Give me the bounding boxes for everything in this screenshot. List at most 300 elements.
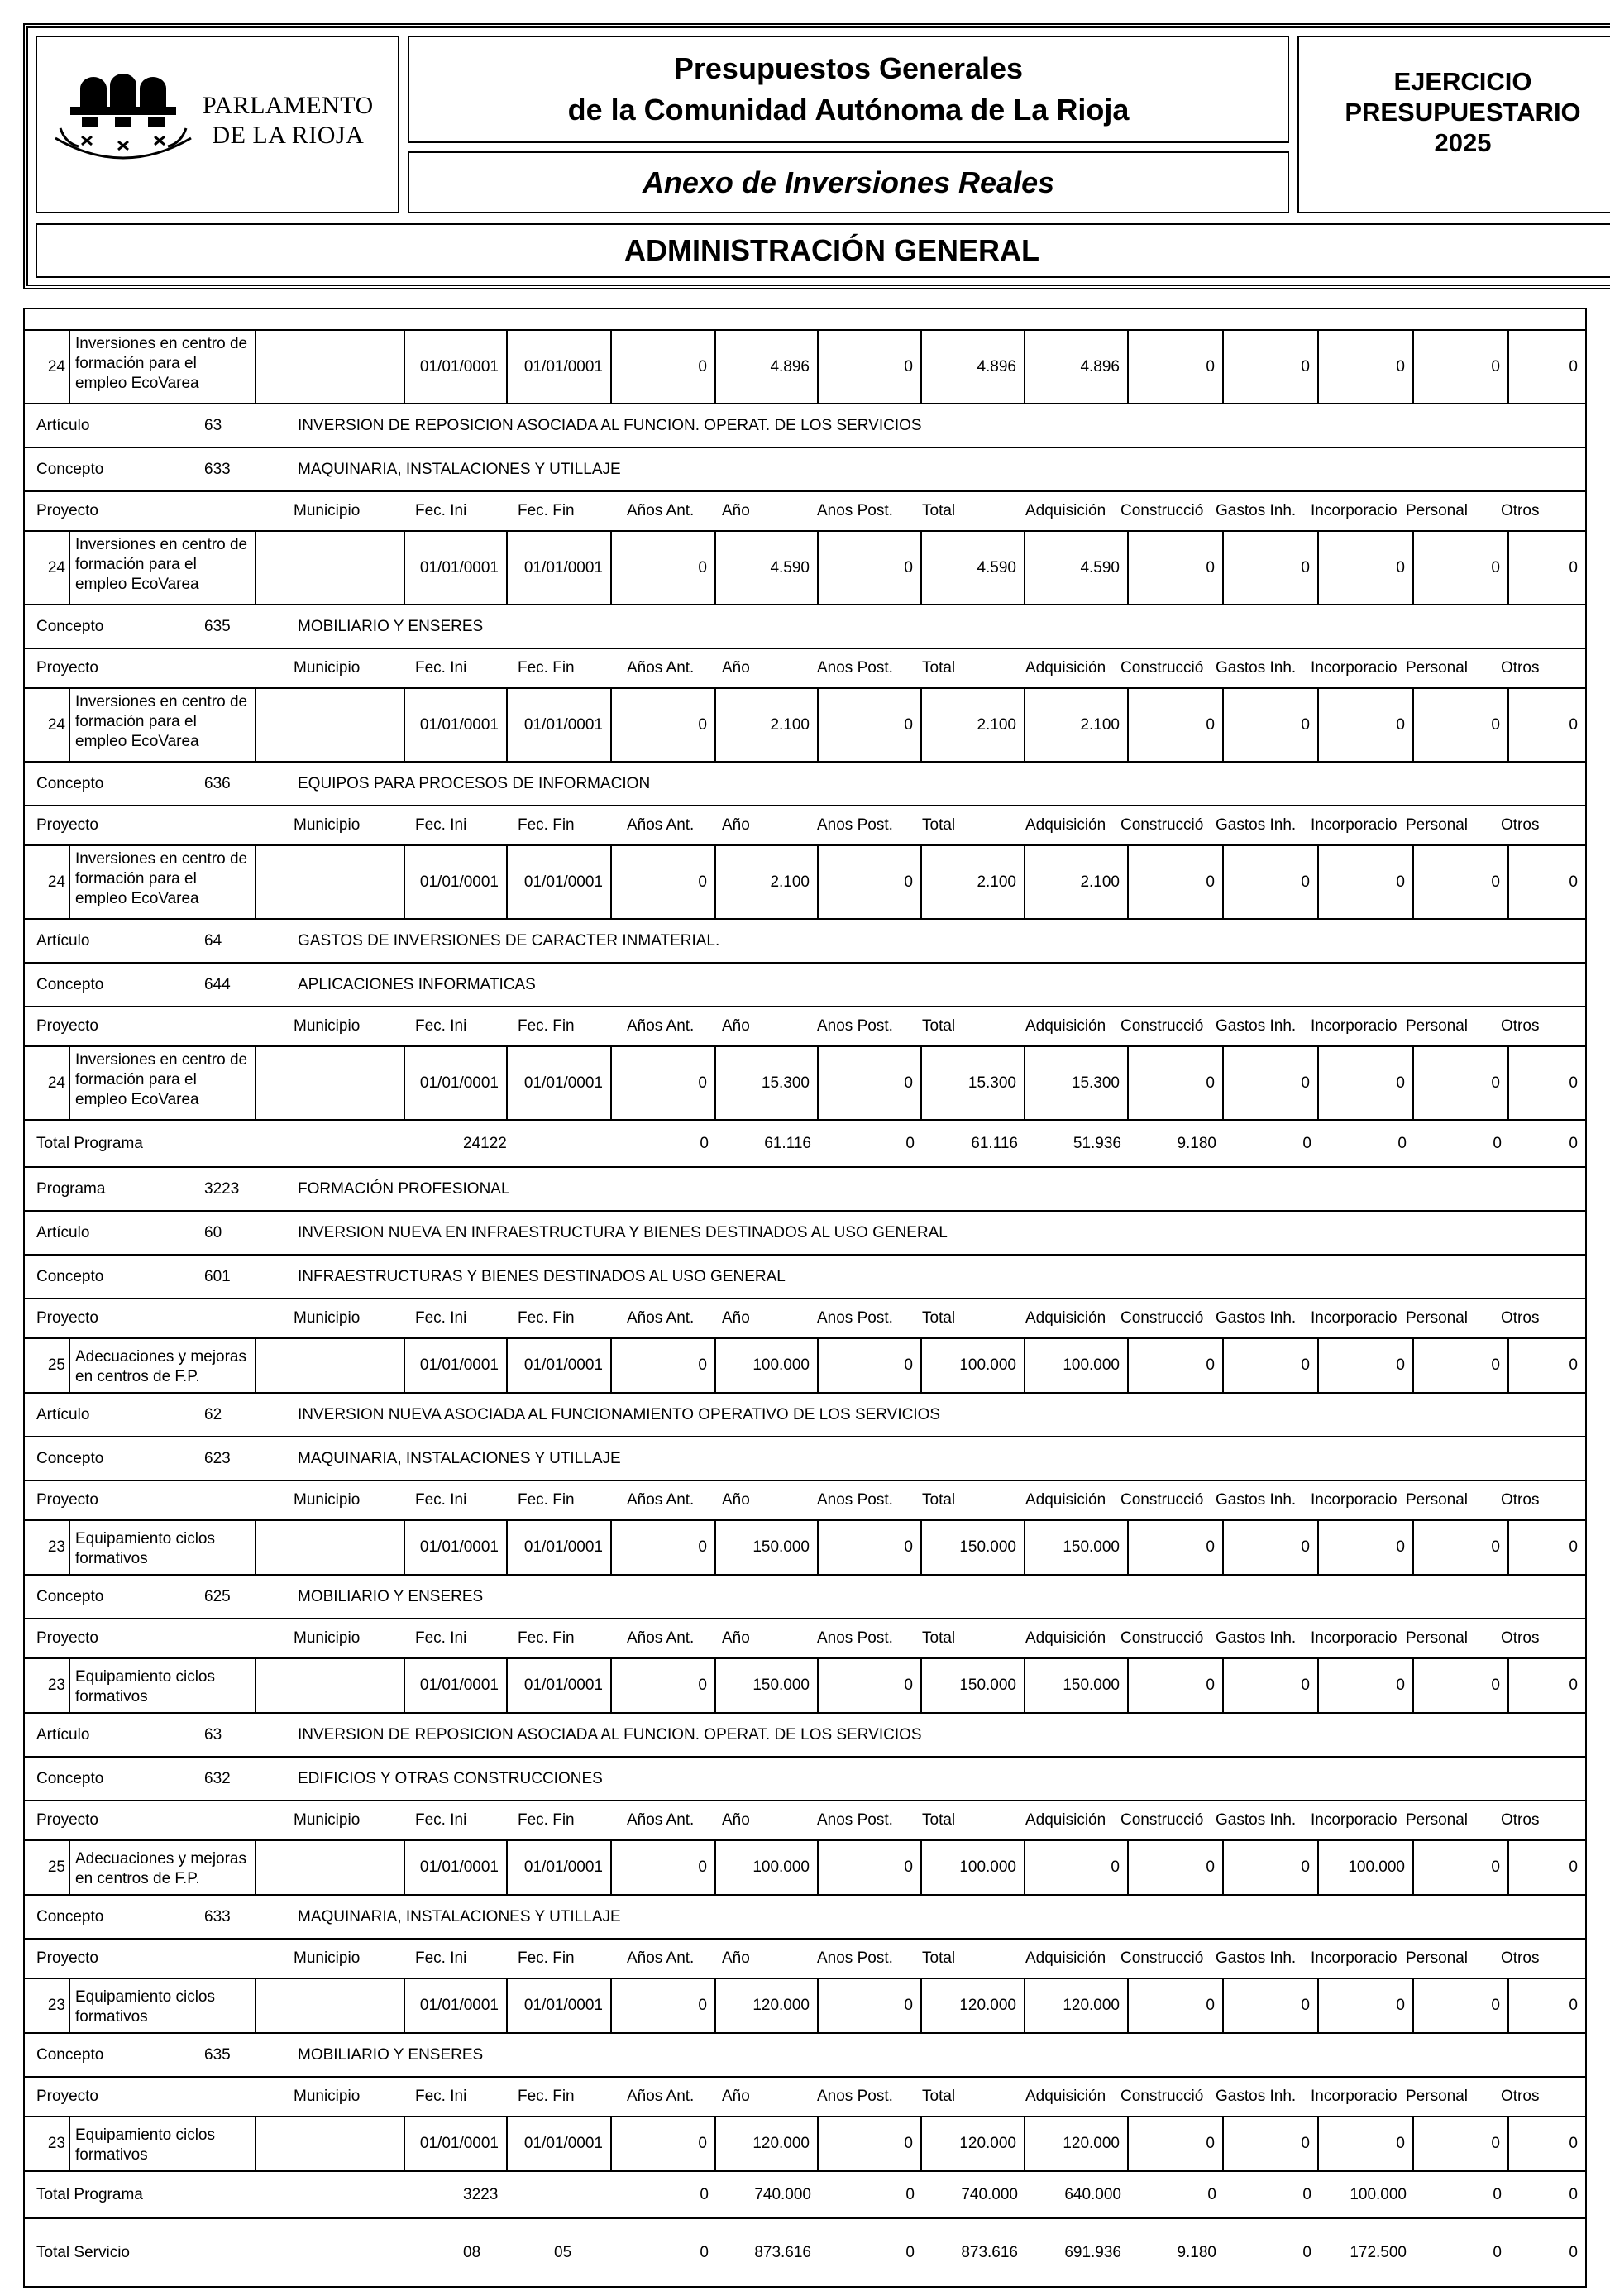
total-gas: 0 — [1302, 2243, 1311, 2261]
table-row — [25, 1339, 1585, 1394]
cell-otr: 0 — [1569, 1538, 1578, 1556]
cell-inc: 0 — [1319, 1979, 1414, 2032]
total-ant: 0 — [700, 2243, 709, 2261]
column-header-gastos: Gastos Inh. — [1216, 659, 1297, 677]
cell-ant: 0 — [612, 1841, 716, 1894]
cell-num: 23 — [25, 2117, 70, 2170]
total-ant: 0 — [700, 2185, 709, 2203]
title-line1: Presupuestos Generales — [673, 51, 1024, 85]
column-header-proyecto: Proyecto — [36, 1949, 98, 1967]
cell-inc: 0 — [1319, 1339, 1414, 1392]
column-header-otros: Otros — [1501, 816, 1540, 834]
column-header-anos-post: Anos Post. — [817, 1309, 893, 1327]
column-header-construccion: Construcció — [1120, 1811, 1204, 1829]
cell-inc: 0 — [1319, 689, 1414, 761]
cell-cons: 0 — [1129, 846, 1224, 918]
cell-muni — [256, 1047, 405, 1119]
cell-per: 0 — [1414, 1979, 1509, 2032]
column-header-gastos: Gastos Inh. — [1216, 1949, 1297, 1967]
cell-total: 2.100 — [922, 689, 1025, 761]
column-header-anos-ant: Años Ant. — [627, 816, 695, 834]
column-header-personal: Personal — [1406, 1309, 1468, 1327]
column-header-personal: Personal — [1406, 816, 1468, 834]
cell-muni — [256, 1659, 405, 1712]
cell-cons: 0 — [1129, 1841, 1224, 1894]
column-header-gastos: Gastos Inh. — [1216, 1491, 1297, 1509]
total-inc: 100.000 — [1350, 2185, 1407, 2203]
column-header-proyecto: Proyecto — [36, 1629, 98, 1647]
cell-otr: 0 — [1569, 1677, 1578, 1694]
total-ano: 61.116 — [764, 1134, 811, 1152]
cell-total: 120.000 — [922, 2117, 1025, 2170]
cell-otr: 0 — [1569, 357, 1578, 375]
cell-adq: 2.100 — [1025, 689, 1129, 761]
section-code: 3223 — [204, 1179, 240, 1198]
column-header-personal: Personal — [1406, 659, 1468, 677]
total-total: 61.116 — [971, 1134, 1018, 1152]
cell-fin: 01/01/0001 — [508, 532, 612, 604]
cell-post: 0 — [819, 846, 922, 918]
cell-gas: 0 — [1224, 689, 1319, 761]
column-header-otros: Otros — [1501, 502, 1540, 519]
column-header-fec-ini: Fec. Ini — [415, 502, 467, 519]
cell-post: 0 — [819, 1521, 922, 1574]
cell-adq: 15.300 — [1025, 1047, 1129, 1119]
total-cons: 9.180 — [1177, 2243, 1216, 2261]
column-header-anos-post: Anos Post. — [817, 2088, 893, 2105]
column-header-total: Total — [922, 1949, 956, 1967]
column-header-municipio: Municipio — [294, 1309, 361, 1327]
cell-post: 0 — [819, 689, 922, 761]
section-row — [25, 964, 1585, 1007]
column-header-municipio: Municipio — [294, 816, 361, 834]
column-header-anos-post: Anos Post. — [817, 1629, 893, 1647]
cell-inc: 0 — [1319, 331, 1414, 403]
section-description: INFRAESTRUCTURAS Y BIENES DESTINADOS AL USO GENERAL — [298, 1267, 786, 1285]
column-header-proyecto: Proyecto — [36, 816, 98, 834]
column-header-row — [25, 806, 1585, 846]
section-code: 601 — [204, 1267, 231, 1285]
column-header-proyecto: Proyecto — [36, 659, 98, 677]
column-header-gastos: Gastos Inh. — [1216, 1629, 1297, 1647]
total-post: 0 — [905, 2243, 915, 2261]
total-ant: 0 — [700, 1134, 709, 1152]
column-header-row — [25, 1940, 1585, 1979]
section-label: Concepto — [36, 617, 104, 635]
cell-ini: 01/01/0001 — [405, 1841, 508, 1894]
cell-gas: 0 — [1224, 2117, 1319, 2170]
column-header-incorporacion: Incorporacio — [1311, 2088, 1397, 2105]
cell-cons: 0 — [1129, 689, 1224, 761]
column-header-personal: Personal — [1406, 1491, 1468, 1509]
section-row — [25, 1437, 1585, 1481]
column-header-row — [25, 1801, 1585, 1841]
column-header-gastos: Gastos Inh. — [1216, 502, 1297, 519]
cell-adq: 150.000 — [1025, 1659, 1129, 1712]
cell-num: 25 — [25, 1339, 70, 1392]
column-header-ano: Año — [722, 502, 750, 519]
cell-post: 0 — [819, 1979, 922, 2032]
cell-muni — [256, 846, 405, 918]
section-row — [25, 1576, 1585, 1619]
total-per: 0 — [1493, 1134, 1502, 1152]
cell-name: Equipamiento ciclos formativos — [70, 1979, 256, 2032]
cell-ano: 150.000 — [716, 1659, 819, 1712]
column-header-fec-fin: Fec. Fin — [518, 816, 575, 834]
column-header-fec-fin: Fec. Fin — [518, 1491, 575, 1509]
cell-per: 0 — [1414, 1047, 1509, 1119]
section-description: MAQUINARIA, INSTALACIONES Y UTILLAJE — [298, 460, 621, 478]
column-header-anos-ant: Años Ant. — [627, 1811, 695, 1829]
cell-name: Inversiones en centro de formación para el empleo EcoVarea — [70, 331, 256, 403]
cell-name: Equipamiento ciclos formativos — [70, 1659, 256, 1712]
column-header-ano: Año — [722, 1491, 750, 1509]
column-header-construccion: Construcció — [1120, 1949, 1204, 1967]
title-line2: de la Comunidad Autónoma de La Rioja — [567, 93, 1130, 127]
total-per: 0 — [1493, 2185, 1502, 2203]
cell-gas: 0 — [1224, 1339, 1319, 1392]
cell-cons: 0 — [1129, 1659, 1224, 1712]
cell-ini: 01/01/0001 — [405, 1659, 508, 1712]
column-header-fec-ini: Fec. Ini — [415, 2088, 467, 2105]
column-header-incorporacion: Incorporacio — [1311, 1309, 1397, 1327]
cell-adq: 150.000 — [1025, 1521, 1129, 1574]
column-header-otros: Otros — [1501, 659, 1540, 677]
cell-post: 0 — [819, 1339, 922, 1392]
column-header-anos-ant: Años Ant. — [627, 1629, 695, 1647]
cell-total: 100.000 — [922, 1841, 1025, 1894]
column-header-ano: Año — [722, 816, 750, 834]
investment-table — [23, 308, 1587, 2288]
column-header-construccion: Construcció — [1120, 1491, 1204, 1509]
total-total: 740.000 — [961, 2185, 1018, 2203]
cell-fin: 01/01/0001 — [508, 689, 612, 761]
cell-ano: 100.000 — [716, 1339, 819, 1392]
cell-ano: 2.100 — [716, 689, 819, 761]
cell-ini: 01/01/0001 — [405, 331, 508, 403]
section-label: Concepto — [36, 1267, 104, 1285]
cell-fin: 01/01/0001 — [508, 1841, 612, 1894]
cell-adq: 100.000 — [1025, 1339, 1129, 1392]
cell-num: 23 — [25, 1521, 70, 1574]
column-header-adquisicion: Adquisición — [1025, 502, 1106, 519]
column-header-incorporacion: Incorporacio — [1311, 659, 1397, 677]
column-header-proyecto: Proyecto — [36, 1017, 98, 1035]
cell-num: 25 — [25, 1841, 70, 1894]
column-header-ano: Año — [722, 1309, 750, 1327]
cell-inc: 0 — [1319, 1521, 1414, 1574]
cell-total: 4.590 — [922, 532, 1025, 604]
column-header-otros: Otros — [1501, 1309, 1540, 1327]
cell-num: 24 — [25, 1047, 70, 1119]
cell-otr: 0 — [1569, 1356, 1578, 1374]
column-header-otros: Otros — [1501, 2088, 1540, 2105]
section-description: INVERSION NUEVA ASOCIADA AL FUNCIONAMIENTO OPERATIVO DE LOS SERVICIOS — [298, 1405, 941, 1423]
section-code: 633 — [204, 460, 231, 478]
cell-otr: 0 — [1569, 1074, 1578, 1092]
section-description: MAQUINARIA, INSTALACIONES Y UTILLAJE — [298, 1449, 621, 1467]
column-header-fec-ini: Fec. Ini — [415, 1629, 467, 1647]
total-inc: 0 — [1397, 1134, 1407, 1152]
column-header-incorporacion: Incorporacio — [1311, 1491, 1397, 1509]
section-code: 60 — [204, 1223, 222, 1241]
section-label: Concepto — [36, 2045, 104, 2064]
cell-name: Inversiones en centro de formación para el empleo EcoVarea — [70, 689, 256, 761]
column-header-municipio: Municipio — [294, 1629, 361, 1647]
cell-ant: 0 — [612, 331, 716, 403]
column-header-construccion: Construcció — [1120, 1309, 1204, 1327]
column-header-adquisicion: Adquisición — [1025, 1491, 1106, 1509]
section-row — [25, 1212, 1585, 1256]
cell-gas: 0 — [1224, 1979, 1319, 2032]
section-label: Concepto — [36, 1449, 104, 1467]
cell-adq: 120.000 — [1025, 1979, 1129, 2032]
cell-ant: 0 — [612, 846, 716, 918]
column-header-total: Total — [922, 1811, 956, 1829]
cell-cons: 0 — [1129, 1339, 1224, 1392]
section-description: MAQUINARIA, INSTALACIONES Y UTILLAJE — [298, 1907, 621, 1925]
column-header-total: Total — [922, 659, 956, 677]
total-post: 0 — [905, 2185, 915, 2203]
column-header-fec-fin: Fec. Fin — [518, 1949, 575, 1967]
total-adq: 691.936 — [1064, 2243, 1121, 2261]
column-header-incorporacion: Incorporacio — [1311, 1629, 1397, 1647]
cell-gas: 0 — [1224, 1659, 1319, 1712]
cell-post: 0 — [819, 2117, 922, 2170]
column-header-fec-ini: Fec. Ini — [415, 1949, 467, 1967]
section-code: 63 — [204, 1725, 222, 1744]
column-header-total: Total — [922, 502, 956, 519]
column-header-adquisicion: Adquisición — [1025, 1017, 1106, 1035]
section-label: Concepto — [36, 1907, 104, 1925]
section-label: Artículo — [36, 1725, 90, 1744]
cell-adq: 4.896 — [1025, 331, 1129, 403]
column-header-anos-ant: Años Ant. — [627, 1491, 695, 1509]
cell-post: 0 — [819, 532, 922, 604]
cell-ant: 0 — [612, 1659, 716, 1712]
section-label: Concepto — [36, 975, 104, 993]
column-header-proyecto: Proyecto — [36, 1811, 98, 1829]
cell-name: Equipamiento ciclos formativos — [70, 1521, 256, 1574]
total-inc: 172.500 — [1350, 2243, 1407, 2261]
total-gas: 0 — [1302, 1134, 1311, 1152]
cell-total: 150.000 — [922, 1521, 1025, 1574]
cell-ano: 150.000 — [716, 1521, 819, 1574]
column-header-personal: Personal — [1406, 1629, 1468, 1647]
cell-otr: 0 — [1569, 873, 1578, 891]
column-header-row — [25, 1619, 1585, 1659]
total-adq: 640.000 — [1064, 2185, 1121, 2203]
column-header-personal: Personal — [1406, 1811, 1468, 1829]
column-header-total: Total — [922, 1491, 956, 1509]
cell-gas: 0 — [1224, 331, 1319, 403]
column-header-anos-ant: Años Ant. — [627, 1949, 695, 1967]
section-row — [25, 1896, 1585, 1940]
section-description: INVERSION DE REPOSICION ASOCIADA AL FUNCION. OPERAT. DE LOS SERVICIOS — [298, 416, 922, 434]
cell-fin: 01/01/0001 — [508, 2117, 612, 2170]
cell-name: Inversiones en centro de formación para el empleo EcoVarea — [70, 1047, 256, 1119]
cell-ini: 01/01/0001 — [405, 1979, 508, 2032]
column-header-total: Total — [922, 1309, 956, 1327]
cell-cons: 0 — [1129, 331, 1224, 403]
cell-ano: 100.000 — [716, 1841, 819, 1894]
section-label: Artículo — [36, 416, 90, 434]
column-header-incorporacion: Incorporacio — [1311, 1017, 1397, 1035]
column-header-gastos: Gastos Inh. — [1216, 1811, 1297, 1829]
cell-num: 23 — [25, 1979, 70, 2032]
cell-fin: 01/01/0001 — [508, 1047, 612, 1119]
cell-inc: 0 — [1319, 846, 1414, 918]
column-header-fec-fin: Fec. Fin — [518, 2088, 575, 2105]
column-header-total: Total — [922, 2088, 956, 2105]
section-title-label: ADMINISTRACIÓN GENERAL — [624, 233, 1039, 267]
column-header-anos-post: Anos Post. — [817, 502, 893, 519]
cell-total: 4.896 — [922, 331, 1025, 403]
column-header-municipio: Municipio — [294, 1811, 361, 1829]
column-header-anos-post: Anos Post. — [817, 816, 893, 834]
column-header-construccion: Construcció — [1120, 2088, 1204, 2105]
column-header-anos-post: Anos Post. — [817, 1949, 893, 1967]
cell-per: 0 — [1414, 1659, 1509, 1712]
org-name — [203, 91, 374, 151]
cell-ant: 0 — [612, 532, 716, 604]
column-header-construccion: Construcció — [1120, 502, 1204, 519]
total-label: Total Servicio — [36, 2243, 130, 2261]
column-header-gastos: Gastos Inh. — [1216, 2088, 1297, 2105]
org-name-line1: PARLAMENTO — [203, 92, 374, 119]
cell-muni — [256, 532, 405, 604]
document-title — [408, 36, 1289, 143]
column-header-adquisicion: Adquisición — [1025, 659, 1106, 677]
column-header-ano: Año — [722, 1017, 750, 1035]
cell-name: Adecuaciones y mejoras en centros de F.P. — [70, 1841, 256, 1894]
column-header-proyecto: Proyecto — [36, 1491, 98, 1509]
cell-inc: 0 — [1319, 2117, 1414, 2170]
ejercicio-line1: EJERCICIO — [1393, 67, 1532, 96]
column-header-anos-post: Anos Post. — [817, 1491, 893, 1509]
cell-fin: 01/01/0001 — [508, 331, 612, 403]
total-gas: 0 — [1302, 2185, 1311, 2203]
cell-inc: 0 — [1319, 1659, 1414, 1712]
table-row — [25, 1659, 1585, 1714]
section-label: Concepto — [36, 774, 104, 792]
cell-name: Equipamiento ciclos formativos — [70, 2117, 256, 2170]
column-header-otros: Otros — [1501, 1811, 1540, 1829]
column-header-incorporacion: Incorporacio — [1311, 1811, 1397, 1829]
column-header-anos-post: Anos Post. — [817, 659, 893, 677]
column-header-otros: Otros — [1501, 1017, 1540, 1035]
section-label: Artículo — [36, 931, 90, 949]
column-header-fec-ini: Fec. Ini — [415, 1491, 467, 1509]
section-row — [25, 1168, 1585, 1212]
cell-post: 0 — [819, 1047, 922, 1119]
column-header-anos-ant: Años Ant. — [627, 2088, 695, 2105]
column-header-personal: Personal — [1406, 502, 1468, 519]
column-header-ano: Año — [722, 2088, 750, 2105]
column-header-ano: Año — [722, 1811, 750, 1829]
section-description: INVERSION DE REPOSICION ASOCIADA AL FUNCION. OPERAT. DE LOS SERVICIOS — [298, 1725, 922, 1744]
column-header-anos-ant: Años Ant. — [627, 659, 695, 677]
cell-per: 0 — [1414, 331, 1509, 403]
column-header-ano: Año — [722, 659, 750, 677]
column-header-proyecto: Proyecto — [36, 1309, 98, 1327]
section-label: Concepto — [36, 1587, 104, 1605]
cell-ini: 01/01/0001 — [405, 1047, 508, 1119]
cell-ano: 15.300 — [716, 1047, 819, 1119]
cell-cons: 0 — [1129, 1047, 1224, 1119]
cell-name: Inversiones en centro de formación para el empleo EcoVarea — [70, 532, 256, 604]
total-cons: 0 — [1207, 2185, 1216, 2203]
cell-ant: 0 — [612, 1979, 716, 2032]
section-description: EQUIPOS PARA PROCESOS DE INFORMACION — [298, 774, 651, 792]
cell-ini: 01/01/0001 — [405, 1339, 508, 1392]
column-header-adquisicion: Adquisición — [1025, 1629, 1106, 1647]
column-header-incorporacion: Incorporacio — [1311, 1949, 1397, 1967]
section-code: 633 — [204, 1907, 231, 1925]
section-code: 644 — [204, 975, 231, 993]
column-header-fec-ini: Fec. Ini — [415, 816, 467, 834]
column-header-adquisicion: Adquisición — [1025, 816, 1106, 834]
ejercicio-year: 2025 — [1434, 128, 1492, 157]
table-row — [25, 689, 1585, 763]
section-row — [25, 448, 1585, 492]
cell-muni — [256, 1339, 405, 1392]
column-header-total: Total — [922, 1629, 956, 1647]
total-otr: 0 — [1569, 2243, 1578, 2261]
cell-cons: 0 — [1129, 1979, 1224, 2032]
cell-muni — [256, 1979, 405, 2032]
table-row — [25, 331, 1585, 404]
column-header-municipio: Municipio — [294, 1017, 361, 1035]
cell-cons: 0 — [1129, 1521, 1224, 1574]
cell-fin: 01/01/0001 — [508, 1521, 612, 1574]
cell-ano: 120.000 — [716, 2117, 819, 2170]
column-header-row — [25, 1007, 1585, 1047]
table-row — [25, 532, 1585, 605]
total-ano: 740.000 — [754, 2185, 811, 2203]
cell-fin: 01/01/0001 — [508, 1339, 612, 1392]
cell-otr: 0 — [1569, 1858, 1578, 1876]
column-header-row — [25, 1299, 1585, 1339]
cell-fin: 01/01/0001 — [508, 1659, 612, 1712]
column-header-fec-ini: Fec. Ini — [415, 659, 467, 677]
cell-total: 120.000 — [922, 1979, 1025, 2032]
cell-ano: 2.100 — [716, 846, 819, 918]
column-header-fec-ini: Fec. Ini — [415, 1017, 467, 1035]
section-row — [25, 605, 1585, 649]
section-row — [25, 1256, 1585, 1299]
column-header-construccion: Construcció — [1120, 1017, 1204, 1035]
column-header-adquisicion: Adquisición — [1025, 1811, 1106, 1829]
section-row — [25, 920, 1585, 964]
cell-per: 0 — [1414, 1521, 1509, 1574]
cell-per: 0 — [1414, 532, 1509, 604]
total-ano: 873.616 — [754, 2243, 811, 2261]
section-description: APLICACIONES INFORMATICAS — [298, 975, 536, 993]
section-title — [36, 223, 1610, 278]
cell-muni — [256, 331, 405, 403]
cell-ini: 01/01/0001 — [405, 1521, 508, 1574]
column-header-row — [25, 492, 1585, 532]
total-row — [25, 2219, 1585, 2286]
cell-post: 0 — [819, 1659, 922, 1712]
cell-fin: 01/01/0001 — [508, 846, 612, 918]
cell-muni — [256, 1841, 405, 1894]
cell-total: 2.100 — [922, 846, 1025, 918]
section-code: 63 — [204, 416, 222, 434]
section-code: 635 — [204, 2045, 231, 2064]
cell-total: 15.300 — [922, 1047, 1025, 1119]
